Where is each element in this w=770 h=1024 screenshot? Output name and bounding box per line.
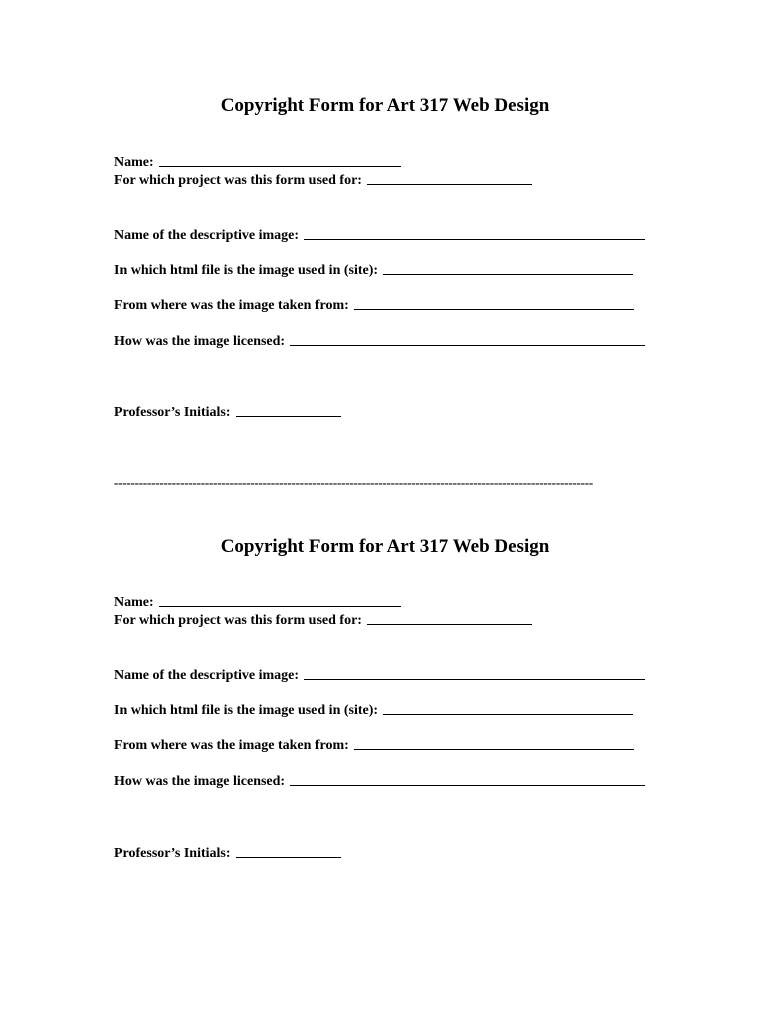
- project-label: For which project was this form used for:: [114, 173, 362, 188]
- image-source-label: From where was the image taken from:: [114, 738, 349, 753]
- project-field: [114, 171, 532, 190]
- image-source-blank[interactable]: [354, 737, 634, 750]
- image-name-field: [114, 226, 645, 245]
- license-blank[interactable]: [290, 773, 645, 786]
- initials-label: Professor’s Initials:: [114, 405, 231, 420]
- project-blank[interactable]: [367, 172, 532, 185]
- html-file-field: [114, 261, 633, 280]
- image-source-field: [114, 736, 634, 755]
- html-file-label: In which html file is the image used in (site):: [114, 703, 379, 718]
- cut-line-separator: --------------------------------------------------------------------------------------------------------------------: [114, 475, 593, 490]
- name-blank[interactable]: [159, 594, 401, 607]
- name-blank[interactable]: [159, 154, 401, 167]
- form-title: Copyright Form for Art 317 Web Design: [220, 95, 550, 116]
- project-label: For which project was this form used for:: [114, 613, 362, 628]
- html-file-blank[interactable]: [383, 262, 633, 275]
- initials-field: [114, 844, 341, 863]
- license-field: [114, 772, 645, 791]
- name-field: [114, 153, 401, 172]
- image-name-blank[interactable]: [304, 667, 645, 680]
- html-file-field: [114, 701, 633, 720]
- image-source-label: From where was the image taken from:: [114, 298, 349, 313]
- project-field: [114, 611, 532, 630]
- image-source-field: [114, 296, 634, 315]
- name-label: Name:: [114, 595, 154, 610]
- image-name-field: [114, 666, 645, 685]
- html-file-label: In which html file is the image used in (site):: [114, 263, 379, 278]
- image-name-blank[interactable]: [304, 227, 645, 240]
- initials-field: [114, 403, 341, 422]
- project-blank[interactable]: [367, 612, 532, 625]
- initials-blank[interactable]: [236, 845, 341, 858]
- initials-blank[interactable]: [236, 404, 341, 417]
- image-source-blank[interactable]: [354, 297, 634, 310]
- license-blank[interactable]: [290, 333, 645, 346]
- name-label: Name:: [114, 155, 154, 170]
- image-name-label: Name of the descriptive image:: [114, 668, 300, 683]
- name-field: [114, 593, 401, 612]
- license-field: [114, 332, 645, 351]
- image-name-label: Name of the descriptive image:: [114, 228, 300, 243]
- initials-label: Professor’s Initials:: [114, 846, 231, 861]
- html-file-blank[interactable]: [383, 702, 633, 715]
- license-label: How was the image licensed:: [114, 774, 286, 789]
- license-label: How was the image licensed:: [114, 334, 286, 349]
- form-title: Copyright Form for Art 317 Web Design: [220, 536, 550, 557]
